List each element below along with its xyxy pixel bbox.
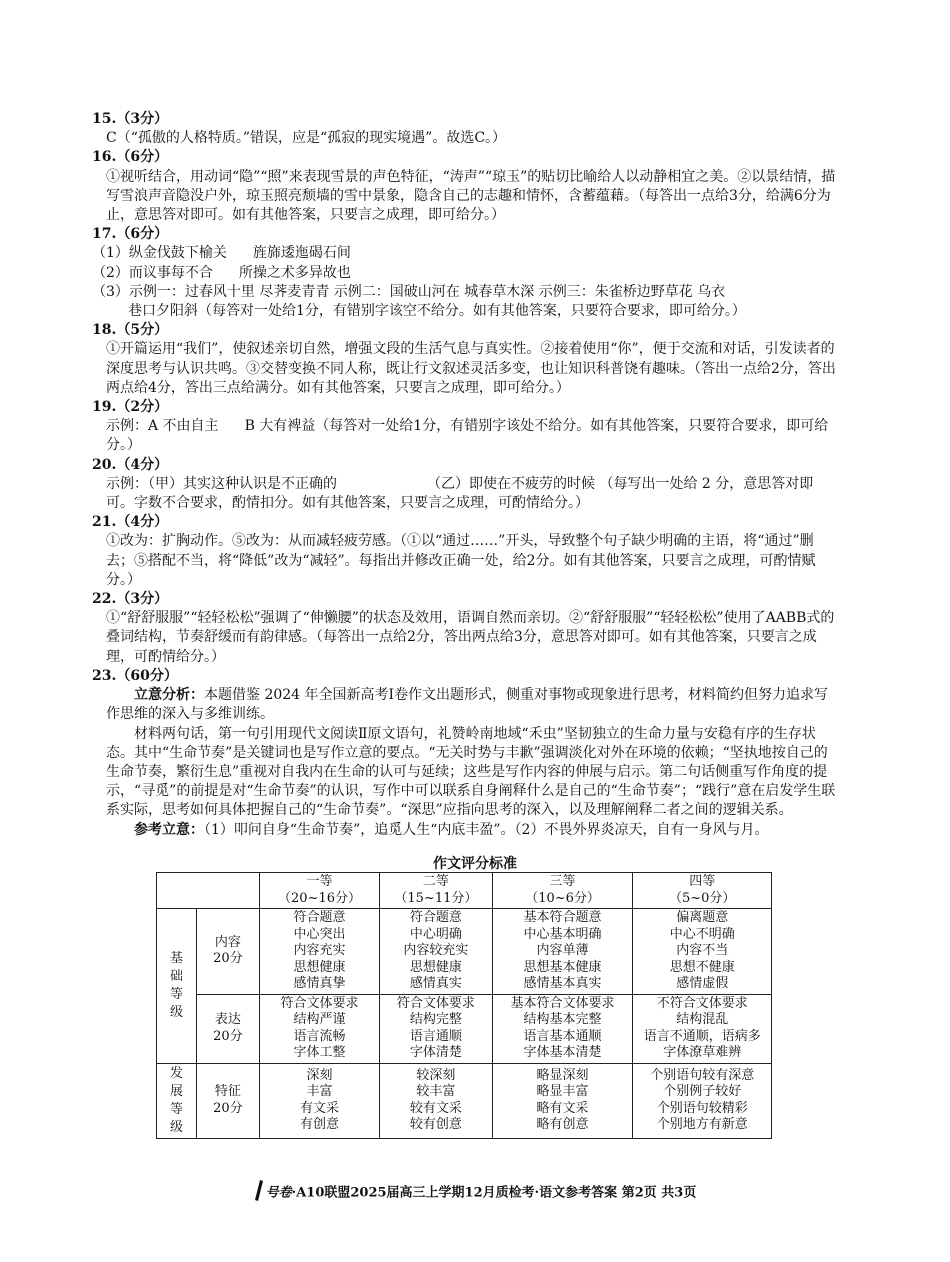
q21-answer: ①改为：扩胸动作。⑤改为：从而减轻疲劳感。（①以“通过……”开头，导致整个句子缺少明确的主语，将“通过”删去；⑤搭配不当，将“降低”改为“减轻”。每指出并修改正确一处，给2分。如有其他答案，只要言之成理，可酌情赋分。） (106, 533, 816, 588)
q23-reference-label: 参考立意： (134, 821, 204, 838)
table-title: 作文评分标准 (433, 856, 517, 872)
q17-l1a: （1）纵金伐鼓下榆关 (92, 245, 227, 262)
q19-heading: 19.（2分） (92, 399, 169, 416)
cell-expr-4 (633, 994, 772, 1063)
col-second (380, 873, 493, 909)
cell-feat-4-text: 个别语句较有深意 个别例子较好 个别语句较精彩 个别地方有新意 (650, 1067, 755, 1132)
row-expression-label-text: 表达 20分 (213, 1012, 243, 1044)
q16-heading: 16.（6分） (92, 149, 169, 166)
q20-heading: 20.（4分） (92, 456, 169, 473)
q20-a: 示例：（甲）其实这种认识是不正确的 (106, 475, 337, 492)
group-develop-label: 发 展 等 级 (169, 1065, 183, 1135)
cell-content-1 (259, 909, 379, 995)
group-develop (157, 1063, 197, 1138)
page-footer (0, 1180, 950, 1206)
table-header-row (157, 873, 772, 909)
cell-expr-2-text: 符合文体要求 结构完整 语言通顺 字体清楚 (396, 995, 475, 1060)
row-feature (157, 1063, 772, 1138)
q17-heading: 17.（6分） (92, 226, 169, 243)
col-fourth-range: （5~0分） (669, 890, 736, 906)
col-fourth (633, 873, 772, 909)
cell-feat-1 (259, 1063, 379, 1138)
cell-content-2-text: 符合题意 中心明确 内容较充实 思想健康 感情真实 (403, 910, 469, 991)
cell-feat-2 (380, 1063, 493, 1138)
col-second-range: （15~11分） (394, 890, 478, 906)
footer-text: ·A10联盟2025届高三上学期12月质检考·语文参考答案 第2页 共3页 (291, 1185, 697, 1201)
q17-line-3: （3）示例一：过春风十里 尽荠麦青青 示例二：国破山河在 城春草木深 示例三：朱雀桥边野草花 乌衣 (92, 283, 726, 300)
cell-content-1-text: 符合题意 中心突出 内容充实 思想健康 感情真挚 (293, 910, 346, 991)
q18-answer: ①开篇运用“我们”，使叙述亲切自然，增强文段的生活气息与真实性。②接着使用“你”，便于交流和对话，引发读者的深度思考与认识共鸣。③交替变换不同人称，既让行文叙述灵活多变，也让知识科普饶有趣味。（答出一点给2分，答出两点给4分，答出三点给满分。如有其他答案，只要言之成理，即可给分。） (106, 341, 836, 396)
cell-expr-4-text: 不符合文体要求 结构混乱 语言不通顺，语病多 字体潦草难辨 (643, 995, 761, 1060)
cell-content-4-text: 偏离题意 中心不明确 内容不当 思想不健康 感情虚假 (669, 910, 735, 991)
row-expression (157, 994, 772, 1063)
cell-expr-3-text: 基本符合文体要求 结构基本完整 语言基本通顺 字体基本清楚 (510, 995, 615, 1060)
brand-logo-icon (254, 1180, 264, 1206)
q23-reference-text: （1）叩问自身“生命节奏”，追觅人生“内底丰盈”。（2）不畏外界炎凉天，自有一身风与月。 (204, 821, 769, 838)
cell-content-4 (633, 909, 772, 995)
row-feature-label (196, 1063, 259, 1138)
q15-answer: C（“孤傲的人格特质。”错误，应是“孤寂的现实境遇”。故选C。） (106, 130, 507, 147)
q17-l2b: 所操之术多异故也 (238, 264, 351, 281)
col-first-range: （20~16分） (278, 890, 361, 906)
col-second-name: 二等 (422, 874, 449, 889)
table-corner (157, 873, 260, 909)
row-content-label (196, 909, 259, 995)
col-third-range: （10~6分） (525, 890, 600, 906)
q23-analysis-label: 立意分析： (134, 687, 204, 704)
col-first-name: 一等 (306, 874, 333, 889)
col-third (492, 873, 633, 909)
row-feature-label-text: 特征 20分 (213, 1084, 243, 1116)
q15-heading: 15.（3分） (92, 111, 169, 127)
cell-expr-3 (492, 994, 633, 1063)
q23-analysis (92, 686, 837, 724)
answer-content (92, 110, 837, 840)
cell-content-3-text: 基本符合题意 中心基本明确 内容单薄 思想基本健康 感情基本真实 (523, 910, 602, 991)
q17-l1b: 旌旆逶迤碣石间 (252, 245, 351, 262)
cell-feat-4 (633, 1063, 772, 1138)
footer-brand: 号卷 (265, 1185, 292, 1201)
cell-expr-1-text: 符合文体要求 结构严谨 语言流畅 字体工整 (280, 995, 359, 1060)
row-content (157, 909, 772, 995)
group-basic-label: 基 础 等 级 (169, 950, 183, 1020)
cell-feat-3 (492, 1063, 633, 1138)
row-content-label-text: 内容 20分 (213, 934, 243, 967)
q22-heading: 22.（3分） (92, 591, 169, 608)
q23-reference (92, 821, 837, 840)
q23-material: 材料两句话，第一句引用现代文阅读Ⅱ原文语句，礼赞岭南地域“禾虫”坚韧独立的生命力量与安稳有序的生存状态。其中“生命节奏”是关键词也是写作立意的要点。“无关时势与丰歉”强调淡化对外在环境的依赖；“坚执地按自己的生命节奏，繁衍生息”重视对自我内在生命的认可与延续；这些是写作内容的伸展与启示。第二句话侧重写作角度的提示，“寻觅”的前提是对“生命节奏”的认识，写作中可以联系自身阐释什么是自己的“生命节奏”；“践行”意在启发学生联系实际，思考如何具体把握自己的“生命节奏”。“深思”应指向思考的深入，以及理解阐释二者之间的逻辑关系。 (106, 725, 836, 819)
scoring-table (156, 872, 772, 1139)
q17-line-1 (92, 244, 837, 263)
cell-content-2 (380, 909, 493, 995)
cell-content-3 (492, 909, 633, 995)
q18-heading: 18.（5分） (92, 322, 169, 339)
q17-line-4: 巷口夕阳斜（每答对一处给1分，有错别字该空不给分。如有其他答案，只要符合要求，即可给分。） (128, 303, 746, 320)
cell-feat-1-text: 深刻 丰富 有文采 有创意 (300, 1067, 340, 1132)
cell-expr-1 (259, 994, 379, 1063)
q19-b: B 大有裨益（每答对一处给1分，有错别字该处不给分。如有其他答案，只要符合要求，即可给分。） (106, 418, 829, 454)
q23-heading: 23.（60分） (92, 667, 178, 684)
q20-answer (92, 475, 837, 513)
cell-expr-2 (380, 994, 493, 1063)
q20-b: （乙）即使在不疲劳的时候 （每写出一处给 2 分，意思答对即可。字数不合要求，酌情扣分。如有其他答案，只要言之成理，可酌情给分。） (106, 475, 814, 512)
row-expression-label (196, 994, 259, 1063)
col-third-name: 三等 (549, 874, 576, 889)
q17-line-2 (92, 264, 837, 283)
q19-answer (92, 417, 837, 455)
q19-a: 示例：A 不由自主 (106, 418, 219, 435)
group-basic (157, 909, 197, 1064)
cell-feat-2-text: 较深刻 较丰富 较有文采 较有创意 (409, 1067, 462, 1132)
cell-feat-3-text: 略显深刻 略显丰富 略有文采 略有创意 (536, 1067, 589, 1132)
q16-answer: ①视听结合，用动词“隐”“照”来表现雪景的声色特征，“涛声”“琼玉”的贴切比喻给人以动静相宜之美。②以景结情，描写雪浪声音隐没户外，琼玉照亮颓墙的雪中景象，隐含自己的志趣和情怀，含蓄蕴藉。（每答出一点给3分，给满6分为止，意思答对即可。如有其他答案，只要言之成理，即可给分。） (106, 168, 836, 224)
q21-heading: 21.（4分） (92, 514, 169, 531)
q23-analysis-text: 本题借鉴 2024 年全国新高考Ⅰ卷作文出题形式，侧重对事物或现象进行思考，材料简约但努力追求写作思维的深入与多维训练。 (106, 687, 829, 723)
col-fourth-name: 四等 (689, 874, 716, 889)
q22-answer: ①“舒舒服服”“轻轻松松”强调了“伸懒腰”的状态及效用，语调自然而亲切。②“舒舒服服”“轻轻松松”使用了AABB式的叠词结构，节奏舒缓而有韵律感。（每答出一点给2分，答出两点给3分，意思答对即可。如有其他答案，只要言之成理，可酌情给分。） (106, 610, 835, 665)
col-first (259, 873, 379, 909)
q17-l2a: （2）而议事每不合 (92, 264, 213, 281)
